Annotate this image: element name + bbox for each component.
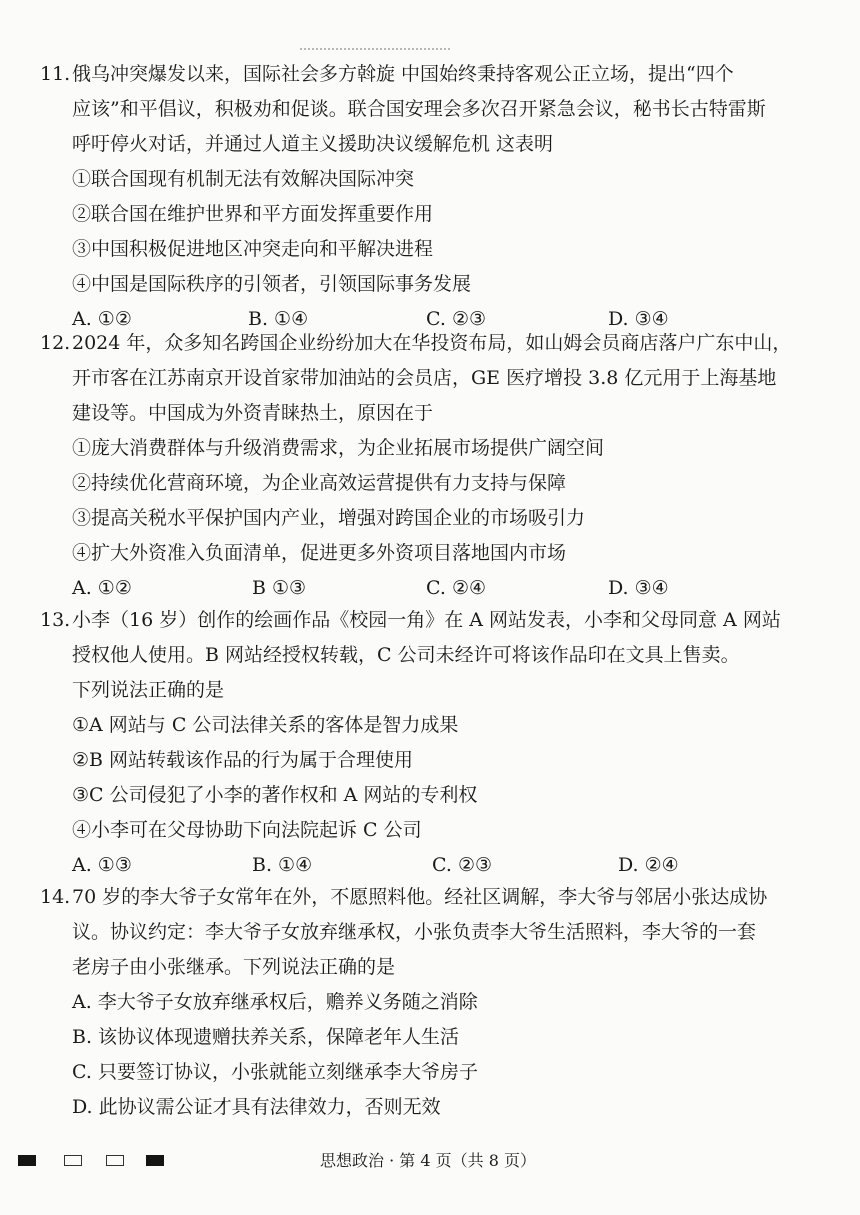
question-stem-line: 应该”和平倡议，积极劝和促谈。联合国安理会多次召开紧急会议，秘书长古特雷斯 bbox=[72, 98, 766, 120]
question-11 bbox=[40, 57, 830, 337]
registration-mark-filled bbox=[18, 1155, 36, 1166]
option-b: B. 该协议体现遗赠扶养关系，保障老年人生活 bbox=[72, 1026, 460, 1048]
statement: ③提高关税水平保护国内产业，增强对跨国企业的市场吸引力 bbox=[72, 507, 586, 529]
statement: ②联合国在维护世界和平方面发挥重要作用 bbox=[72, 203, 434, 225]
option-b: B ①③ bbox=[252, 577, 307, 599]
registration-mark-empty bbox=[106, 1155, 124, 1166]
answer-options bbox=[40, 848, 830, 883]
page-number-label: 思想政治 · 第 4 页（共 8 页） bbox=[320, 1151, 536, 1170]
question-stem-line: 老房子由小张继承。下列说法正确的是 bbox=[72, 956, 396, 978]
statement: ①庞大消费群体与升级消费需求，为企业拓展市场提供广阔空间 bbox=[72, 437, 605, 459]
option-b: B. ①④ bbox=[252, 854, 313, 876]
question-number: 12. bbox=[40, 332, 71, 354]
option-d: D. ②④ bbox=[618, 854, 679, 876]
question-number: 13. bbox=[40, 609, 71, 631]
question-12 bbox=[40, 326, 830, 606]
question-stem-line: 议。协议约定：李大爷子女放弃继承权，小张负责李大爷生活照料，李大爷的一套 bbox=[72, 921, 757, 943]
option-a: A. ①③ bbox=[72, 854, 132, 876]
statement: ③C 公司侵犯了小李的著作权和 A 网站的专利权 bbox=[72, 784, 478, 806]
question-stem-line: 13. 小李（16 岁）创作的绘画作品《校园一角》在 A 网站发表，小李和父母同意 A 网站 bbox=[40, 603, 830, 638]
question-stem-line: 14. 70 岁的李大爷子女常年在外，不愿照料他。经社区调解，李大爷与邻居小张达成协 bbox=[40, 880, 830, 915]
registration-mark-empty bbox=[64, 1155, 82, 1166]
option-a: A. ①② bbox=[72, 577, 132, 599]
statement: ①联合国现有机制无法有效解决国际冲突 bbox=[72, 168, 415, 190]
question-stem-line: 12. 2024 年，众多知名跨国企业纷纷加大在华投资布局，如山姆会员商店落户广东中山， bbox=[40, 326, 830, 361]
question-stem-line: 下列说法正确的是 bbox=[72, 679, 225, 701]
statement: ④中国是国际秩序的引领者，引领国际事务发展 bbox=[72, 273, 472, 295]
option-d: D. ③④ bbox=[608, 577, 669, 599]
option-d: D. 此协议需公证才具有法律效力，否则无效 bbox=[72, 1096, 441, 1118]
question-number: 14. bbox=[40, 886, 71, 908]
option-c: C. 只要签订协议，小张就能立刻继承李大爷房子 bbox=[72, 1061, 478, 1083]
question-stem-line: 呼吁停火对话，并通过人道主义援助决议缓解危机 这表明 bbox=[72, 133, 554, 155]
option-c: C. ②④ bbox=[426, 577, 487, 599]
statement: ②B 网站转载该作品的行为属于合理使用 bbox=[72, 749, 414, 771]
answer-options bbox=[40, 571, 830, 606]
statement: ②持续优化营商环境，为企业高效运营提供有力支持与保障 bbox=[72, 472, 567, 494]
statement: ③中国积极促进地区冲突走向和平解决进程 bbox=[72, 238, 434, 260]
statement: ①A 网站与 C 公司法律关系的客体是智力成果 bbox=[72, 714, 459, 736]
option-d: D. ③④ bbox=[608, 308, 669, 330]
question-stem-line: 授权他人使用。B 网站经授权转载，C 公司未经许可将该作品印在文具上售卖。 bbox=[72, 644, 740, 666]
option-a: A. ①② bbox=[72, 308, 132, 330]
question-stem-line: 11. 俄乌冲突爆发以来，国际社会多方斡旋 中国始终秉持客观公正立场，提出“四个 bbox=[40, 57, 830, 92]
page-footer bbox=[0, 1147, 860, 1175]
question-number: 11. bbox=[40, 63, 71, 85]
question-stem-line: 建设等。中国成为外资青睐热土，原因在于 bbox=[72, 402, 434, 424]
option-b: B. ①④ bbox=[248, 308, 309, 330]
question-13 bbox=[40, 603, 830, 883]
statement: ④小李可在父母协助下向法院起诉 C 公司 bbox=[72, 819, 422, 841]
registration-mark-filled bbox=[146, 1155, 164, 1166]
statement: ④扩大外资准入负面清单，促进更多外资项目落地国内市场 bbox=[72, 542, 567, 564]
option-a: A. 李大爷子女放弃继承权后，赡养义务随之消除 bbox=[72, 991, 478, 1013]
option-c: C. ②③ bbox=[426, 308, 487, 330]
scan-artifact bbox=[300, 48, 450, 54]
option-c: C. ②③ bbox=[432, 854, 493, 876]
question-stem-line: 开市客在江苏南京开设首家带加油站的会员店，GE 医疗增投 3.8 亿元用于上海基地 bbox=[72, 367, 777, 389]
question-14 bbox=[40, 880, 830, 1125]
